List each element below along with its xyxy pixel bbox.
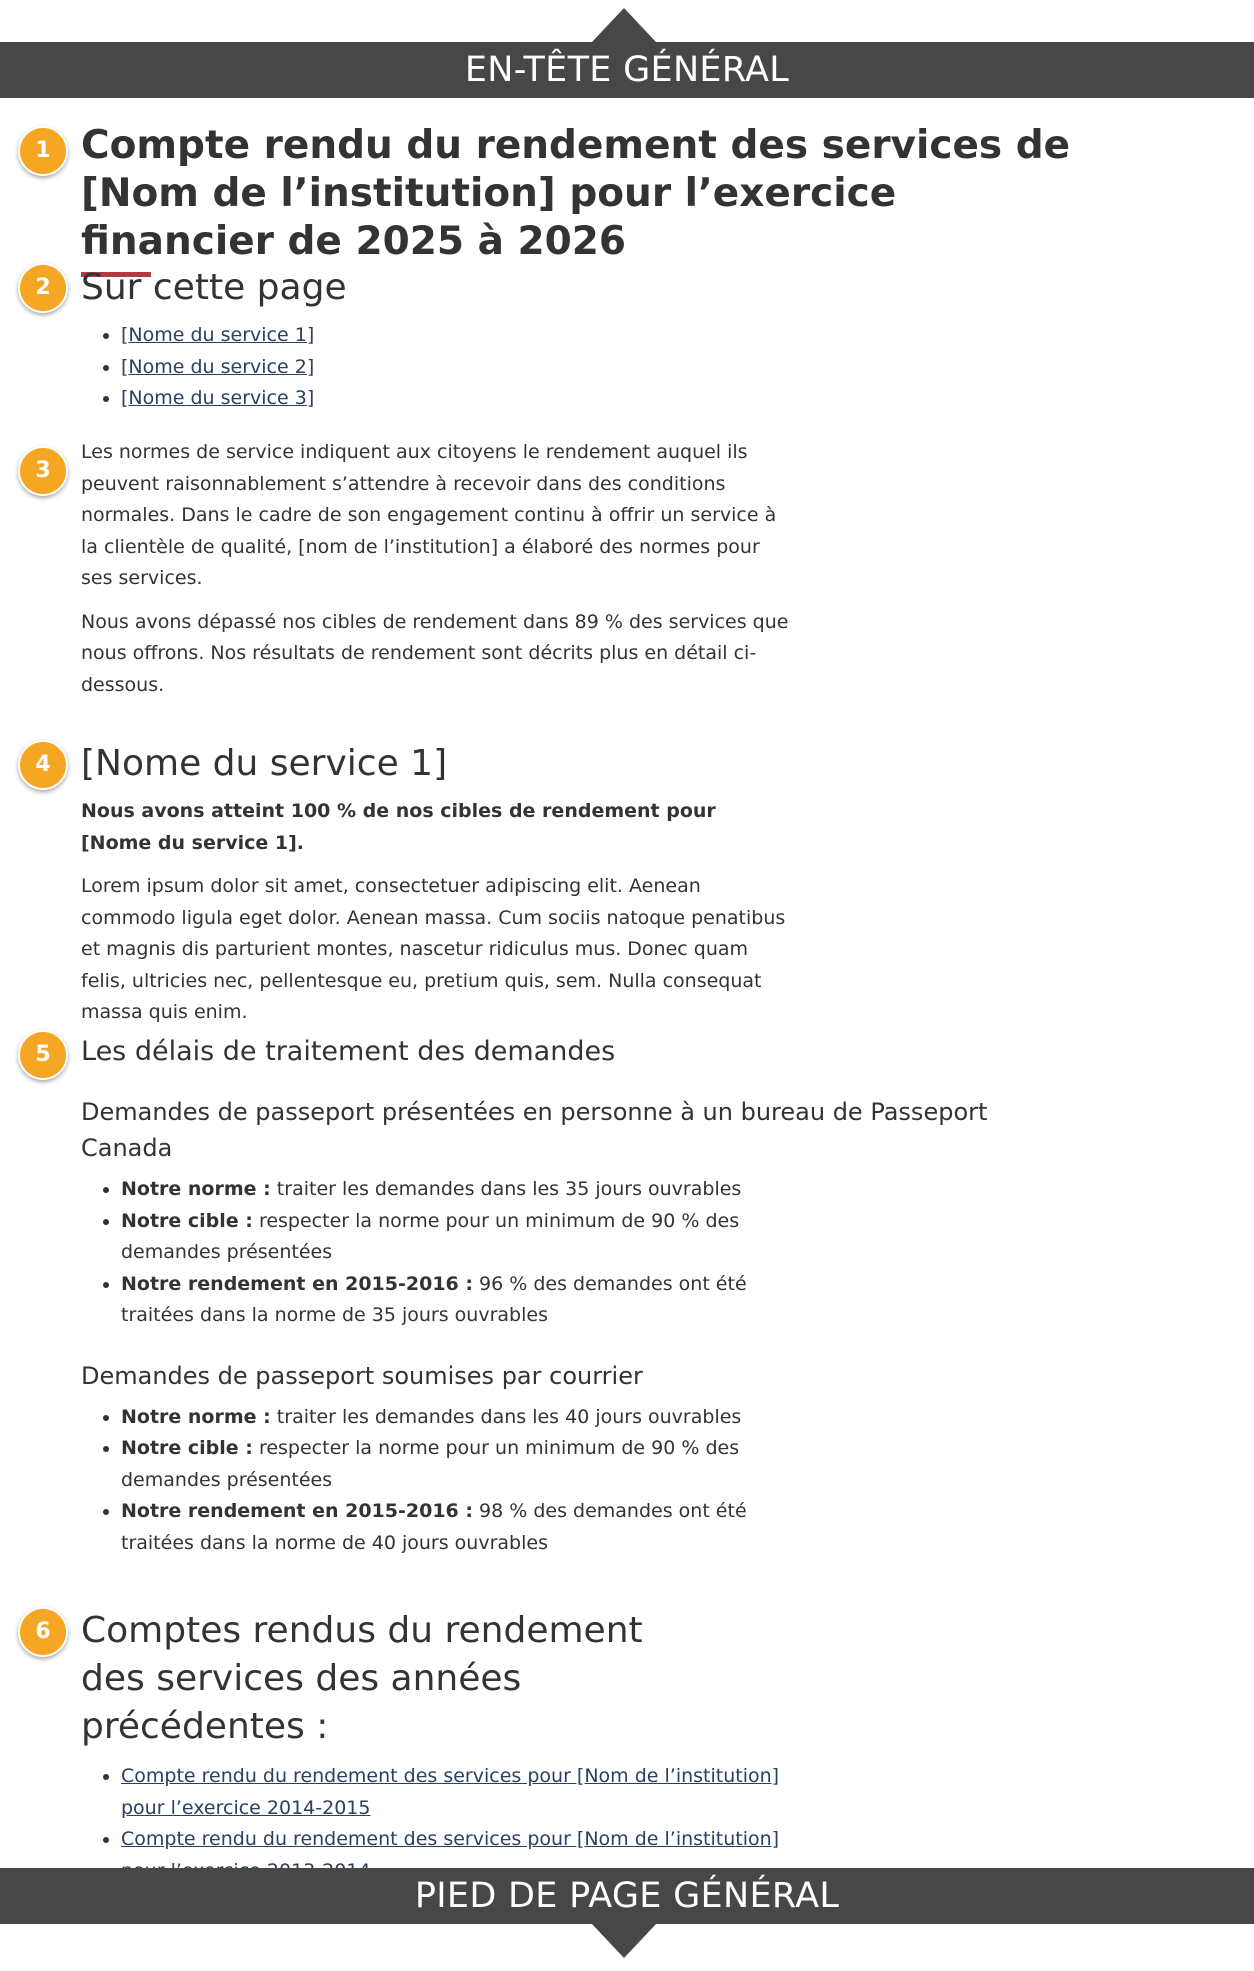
header-arrow-up-icon xyxy=(592,8,656,42)
service-1-section xyxy=(81,740,791,1029)
service-1-body: Lorem ipsum dolor sit amet, consectetuer adipiscing elit. Aenean commodo ligula eget dolor. Aenean massa. Cum sociis natoque penatibus et magnis dis parturient montes, nascetur ridiculus mus. Donec quam felis, ultricies nec, pellentesque eu, pretium quis, sem. Nulla consequat massa quis enim. xyxy=(81,875,786,1023)
list-item xyxy=(121,1433,791,1496)
processing-group-1-list xyxy=(81,1174,791,1332)
previous-reports-heading: Comptes rendus du rendement des services des années précédentes : xyxy=(81,1610,643,1747)
step-badge-5: 5 xyxy=(18,1030,68,1080)
target-text: respecter la norme pour un minimum de 90 % des demandes présentées xyxy=(121,1209,740,1263)
general-header-bar xyxy=(0,42,1254,98)
processing-group-1-heading: Demandes de passeport présentées en personne à un bureau de Passeport Canada xyxy=(81,1098,988,1162)
step-badge-3: 3 xyxy=(18,446,68,496)
performance-label: Notre rendement en 2015-2016 : xyxy=(121,1500,473,1522)
previous-reports-section xyxy=(81,1607,791,1887)
processing-group-2-list xyxy=(81,1402,791,1560)
on-this-page-list xyxy=(81,320,791,415)
list-item xyxy=(121,1206,791,1269)
on-this-page-link-service-1[interactable]: [Nome du service 1] xyxy=(121,324,315,346)
target-text: respecter la norme pour un minimum de 90 % des demandes présentées xyxy=(121,1437,740,1491)
intro-paragraph-1: Les normes de service indiquent aux citoyens le rendement auquel ils peuvent raisonnablement s’attendre à recevoir dans des conditions normales. Dans le cadre de son engagement continu à offrir un service à la clientèle de qualité, [nom de l’institution] a élaboré des normes pour ses services. xyxy=(81,441,777,589)
step-badge-6: 6 xyxy=(18,1607,68,1657)
list-item xyxy=(121,1496,791,1559)
list-item xyxy=(121,352,791,384)
list-item xyxy=(121,1269,791,1332)
standard-label: Notre norme : xyxy=(121,1178,271,1200)
step-badge-1: 1 xyxy=(18,126,68,176)
step-badge-2: 2 xyxy=(18,263,68,313)
processing-heading: Les délais de traitement des demandes xyxy=(81,1036,616,1067)
list-item xyxy=(121,320,791,352)
list-item xyxy=(121,383,791,415)
standard-text: traiter les demandes dans les 40 jours ouvrables xyxy=(270,1405,742,1428)
performance-label: Notre rendement en 2015-2016 : xyxy=(121,1272,473,1295)
previous-report-link-2014-2015[interactable]: Compte rendu du rendement des services pour [Nom de l’institution] pour l’exercice 2014-2015 xyxy=(121,1765,780,1819)
processing-group-2-heading: Demandes de passeport soumises par courrier xyxy=(81,1361,643,1390)
previous-report-link-2013-2014[interactable]: Compte rendu du rendement des services pour [Nom de l’institution] xyxy=(121,1828,780,1850)
service-1-summary-wrap xyxy=(81,796,791,859)
standard-label: Notre norme : xyxy=(121,1405,271,1428)
performance-text: 96 % des demandes ont été traitées dans la norme de 35 jours ouvrables xyxy=(121,1272,747,1326)
general-footer-label: PIED DE PAGE GÉNÉRAL xyxy=(414,1876,840,1916)
target-label: Notre cible : xyxy=(121,1209,253,1232)
standard-text: traiter les demandes dans les 35 jours ouvrables xyxy=(270,1178,742,1200)
service-1-summary: Nous avons atteint 100 % de nos cibles de rendement pour [Nome du service 1]. xyxy=(81,800,716,854)
list-item xyxy=(121,1402,791,1434)
on-this-page-link-service-2[interactable]: [Nome du service 2] xyxy=(121,355,315,378)
general-header-label: EN-TÊTE GÉNÉRAL xyxy=(464,50,790,90)
processing-section xyxy=(81,1034,1001,1559)
footer-arrow-down-icon xyxy=(592,1924,656,1958)
on-this-page-link-service-3[interactable]: [Nome du service 3] xyxy=(121,387,315,409)
service-1-heading: [Nome du service 1] xyxy=(81,743,448,784)
intro-section xyxy=(81,437,791,701)
page-title: Compte rendu du rendement des services de [Nom de l’institution] pour l’exercice financier de 2025 à 2026 xyxy=(81,123,1071,264)
step-badge-4: 4 xyxy=(18,740,68,790)
general-footer-bar xyxy=(0,1868,1254,1924)
on-this-page-section xyxy=(81,264,791,415)
target-label: Notre cible : xyxy=(121,1437,253,1459)
list-item xyxy=(121,1761,791,1824)
intro-paragraph-2: Nous avons dépassé nos cibles de rendement dans 89 % des services que nous offrons. Nos résultats de rendement sont décrits plus en détail ci-dessous. xyxy=(81,610,789,696)
page-title-block xyxy=(81,122,1071,277)
on-this-page-heading: Sur cette page xyxy=(81,267,347,308)
list-item xyxy=(121,1174,791,1206)
performance-text: 98 % des demandes ont été traitées dans la norme de 40 jours ouvrables xyxy=(121,1500,747,1554)
